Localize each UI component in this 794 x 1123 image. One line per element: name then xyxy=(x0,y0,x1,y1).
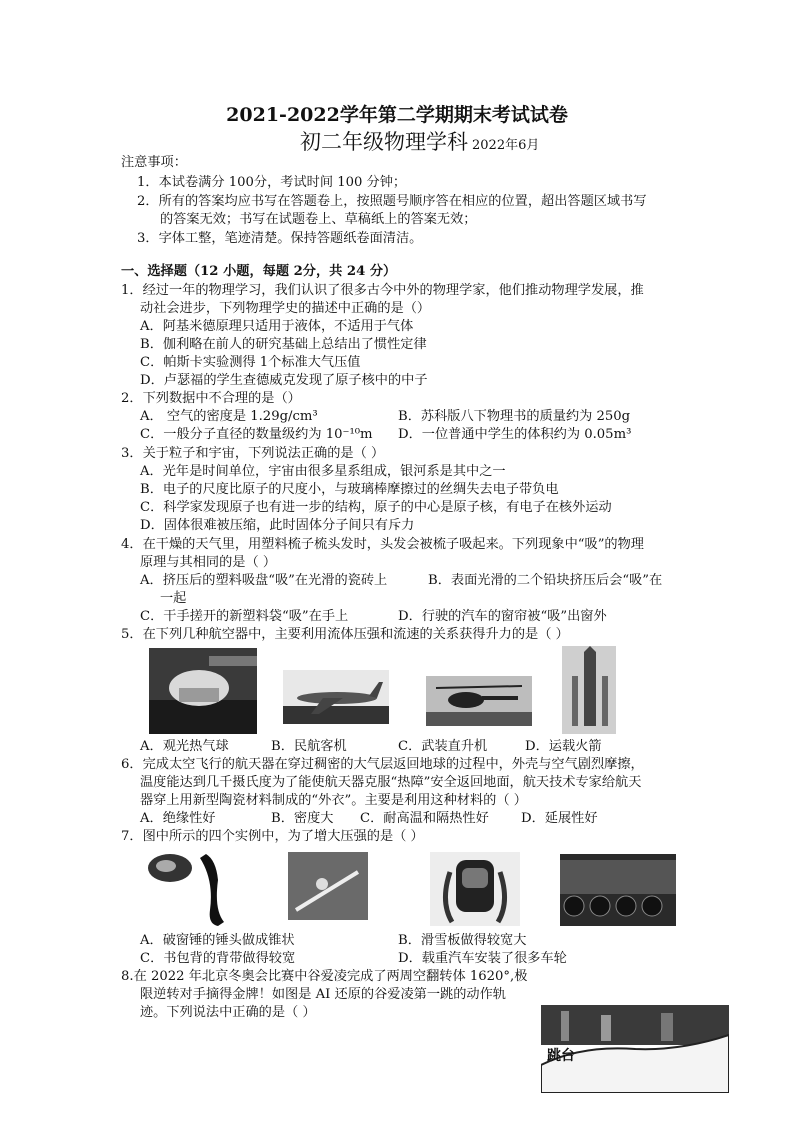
q6-stem-cont2: 器穿上用新型陶瓷材料制成的“外衣”。主要是利用这种材料的（ ） xyxy=(140,793,527,808)
q4-option-b-cont: 一起 xyxy=(160,591,187,606)
q8-stem: 8.在 2022 年北京冬奥会比赛中谷爱凌完成了两周空翻转体 1620°,极 xyxy=(121,969,528,984)
airliner-image xyxy=(283,670,389,724)
q5-option-c: C．武装直升机 xyxy=(398,739,488,754)
note-item: 的答案无效；书写在试题卷上、草稿纸上的答案无效； xyxy=(160,212,477,227)
school-bag-image xyxy=(430,852,520,926)
q7-option-c: C．书包背的背带做得较宽 xyxy=(140,951,296,966)
exam-date: 2022年6月 xyxy=(472,138,540,153)
q4-stem-cont: 原理与其相同的是（ ） xyxy=(140,555,277,570)
q3-option-b: B．电子的尺度比原子的尺度小，与玻璃棒摩擦过的丝绸失去电子带负电 xyxy=(140,482,559,497)
q2-option-a: A． 空气的密度是 1.29g/cm³ xyxy=(140,409,318,424)
q4-stem: 4．在干燥的天气里，用塑料梳子梳头发时，头发会被梳子吸起来。下列现象中“吸”的物理 xyxy=(121,537,644,552)
q6-option-b: B．密度大 xyxy=(271,811,334,826)
q2-option-b: B．苏科版八下物理书的质量约为 250g xyxy=(398,409,631,424)
q1-option-c: C．帕斯卡实验测得 1个标准大气压值 xyxy=(140,355,361,370)
q7-option-d: D．载重汽车安装了很多车轮 xyxy=(398,951,567,966)
subject-label: 初二年级物理学科 xyxy=(300,130,468,154)
ski-jump-trajectory-image xyxy=(541,975,729,1093)
q3-option-c: C．科学家发现原子也有进一步的结构，原子的中心是原子核，有电子在核外运动 xyxy=(140,500,612,515)
section-title: 一、选择题（12 小题，每题 2分，共 24 分） xyxy=(121,264,397,279)
q5-option-b: B．民航客机 xyxy=(271,739,347,754)
q8-stem-cont2: 迹。下列说法中正确的是（ ） xyxy=(140,1005,316,1020)
window-hammer-image xyxy=(144,850,234,930)
q7-option-b: B．滑雪板做得较宽大 xyxy=(398,933,527,948)
q4-option-d: D．行驶的汽车的窗帘被“吸”出窗外 xyxy=(398,609,607,624)
q7-option-a: A．破窗锤的锤头做成锥状 xyxy=(140,933,295,948)
q4-option-c: C．干手搓开的新塑料袋“吸”在手上 xyxy=(140,609,349,624)
q2-option-d: D．一位普通中学生的体积约为 0.05m³ xyxy=(398,427,632,442)
q5-option-d: D．运载火箭 xyxy=(525,739,602,754)
ski-jump-label: 跳台 xyxy=(547,1048,575,1064)
q4-option-a: A．挤压后的塑料吸盘“吸”在光滑的瓷砖上 xyxy=(140,573,388,588)
q6-option-d: D．延展性好 xyxy=(521,811,598,826)
q1-option-a: A．阿基米德原理只适用于液体，不适用于气体 xyxy=(140,319,414,334)
q3-option-d: D．固体很难被压缩，此时固体分子间只有斥力 xyxy=(140,518,415,533)
ski-board-image xyxy=(288,852,368,920)
q4-option-b: B．表面光滑的二个铅块挤压后会“吸”在 xyxy=(428,573,663,588)
q3-option-a: A．光年是时间单位，宇宙由很多星系组成，银河系是其中之一 xyxy=(140,464,506,479)
q8-stem-cont1: 限逆转对手摘得金牌！如图是 AI 还原的谷爱凌第一跳的动作轨 xyxy=(140,987,506,1002)
q5-stem: 5．在下列几种航空器中，主要利用流体压强和流速的关系获得升力的是（ ） xyxy=(121,627,569,642)
q1-stem: 1．经过一年的物理学习，我们认识了很多古今中外的物理学家，他们推动物理学发展，推 xyxy=(121,283,644,298)
helicopter-image xyxy=(426,676,532,726)
note-item: 1．本试卷满分 100分，考试时间 100 分钟； xyxy=(137,175,407,190)
q2-stem: 2．下列数据中不合理的是（） xyxy=(121,391,301,406)
q6-option-c: C．耐高温和隔热性好 xyxy=(360,811,489,826)
hot-air-balloon-image xyxy=(149,648,257,734)
q1-option-d: D．卢瑟福的学生查德威克发现了原子核中的中子 xyxy=(140,373,428,388)
q7-stem: 7．图中所示的四个实例中，为了增大压强的是（ ） xyxy=(121,829,424,844)
q6-stem-cont1: 温度能达到几千摄氏度为了能使航天器克服“热障”安全返回地面，航天技术专家给航天 xyxy=(140,775,642,790)
q5-option-a: A．观光热气球 xyxy=(140,739,229,754)
q6-option-a: A．绝缘性好 xyxy=(140,811,216,826)
q3-stem: 3．关于粒子和宇宙，下列说法正确的是（ ） xyxy=(121,446,385,461)
heavy-truck-image xyxy=(560,854,676,926)
q6-stem: 6．完成太空飞行的航天器在穿过稠密的大气层返回地球的过程中，外壳与空气剧烈摩擦， xyxy=(121,757,644,772)
note-item: 2．所有的答案均应书写在答题卷上，按照题号顺序答在相应的位置，超出答题区域书写 xyxy=(137,194,647,209)
exam-subject xyxy=(300,126,539,156)
q2-option-c: C．一般分子直径的数量级约为 10⁻¹⁰m xyxy=(140,427,373,442)
exam-title: 2021-2022学年第二学期期末考试试卷 xyxy=(226,104,568,126)
q1-option-b: B．伽利略在前人的研究基础上总结出了惯性定律 xyxy=(140,337,427,352)
note-item: 3．字体工整，笔迹清楚。保持答题纸卷面清洁。 xyxy=(137,231,423,246)
rocket-image xyxy=(562,646,616,734)
notes-label: 注意事项： xyxy=(121,155,187,170)
q1-stem-cont: 动社会进步，下列物理学史的描述中正确的是（） xyxy=(140,301,431,316)
